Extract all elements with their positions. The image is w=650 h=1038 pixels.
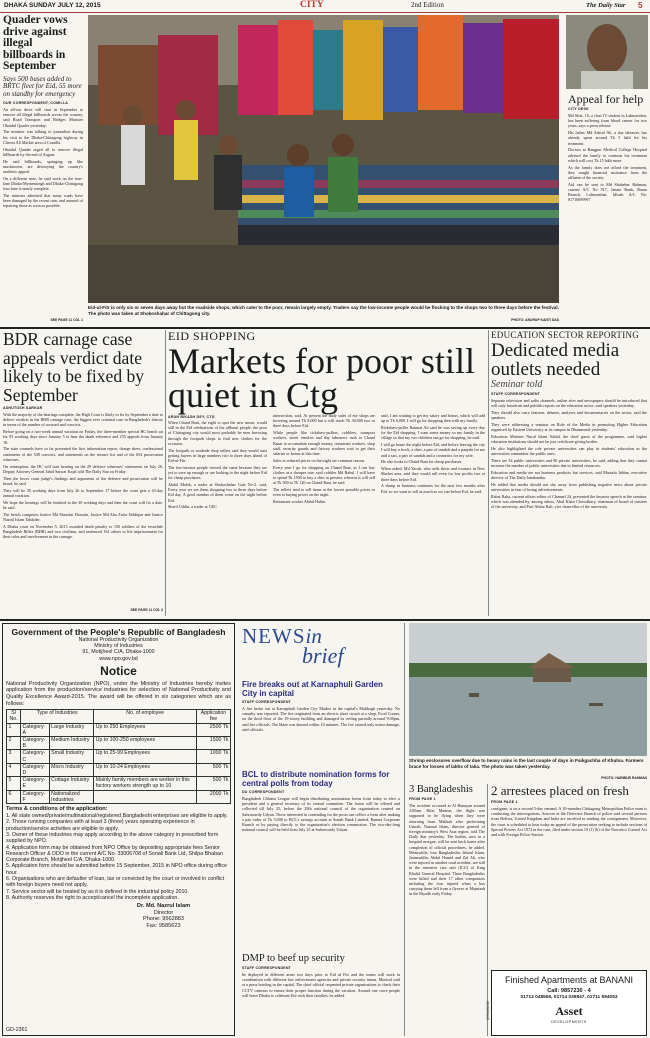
paragraph: Sharif Uddin, a trader at GEC [168, 504, 217, 510]
notice-address: 91, Motijheel C/A, Dhaka-1000 [82, 649, 155, 656]
quader-deck: Says 500 buses added to BRTC fleet for Eid, 55 more on standby for emergency [3, 74, 82, 99]
media-body [491, 398, 647, 510]
table-cell: 3 [7, 750, 21, 763]
brief-label-in: in [305, 624, 322, 648]
table-cell: Up to 10-24 Employees [94, 763, 197, 776]
notice-signature [96, 903, 231, 929]
child-portrait-image [566, 15, 648, 89]
table-cell: Nationalized Industries [49, 790, 94, 803]
ad-title: Finished Apartments at BANANI [504, 975, 634, 985]
brief-byline: DU CORRESPONDENT [242, 790, 285, 794]
brief-text: Bangladesh Chhatra League will begin distributing nomination forms from today to elect a president and a general secretary of its central committee. The forms will be offered and collected till July 25, before the 28th national council of the organisation centred on Suhrawardy Udyan. Those interested in contending for the posts can collect a form after making a pay order of Tk 5,000 to BCL's savings account at Sonali Bank Limited, Ramna Corporate Branch or by paying directly to the organisation's election commission. The two-day-long national council will be held from July 25 at Suhrawardy Udyan. [242, 796, 400, 833]
notice-web[interactable]: www.npo.gov.bd [99, 655, 138, 662]
paragraph: They will be 30 working days from July 26 to September 17 before the court gets a 43-day annual vacation. [3, 487, 163, 498]
arrestees-body: consignee, is on a second 5-day remand. A 10-member Chittagong Metropolitan Police team is conducting the interrogations. Sources at the Detective Branch of police said several persons from Bolivia, United Kingdom and India are involved in sending the consignment. Moreover, the court is scheduled to hear today an appeal of the prosecution seeking to include sections of Special Powers Act 1974 in the case, filed under section 19 (1) (b) of the Narcotics Control Act and with Foreign Police Station. [491, 806, 647, 838]
paragraph: Obaidul Quader urged all to remove illegal billboards by the end of August. [3, 146, 83, 157]
masthead [0, 0, 650, 13]
markets-kicker: EID SHOPPING [168, 330, 256, 343]
term-item: 7. Service sector will be treated by as it is defined in the industrial policy 2010. [6, 888, 189, 895]
paragraph: On a different note, he said work on the four-lane Dhaka-Mymensingh and Dhaka-Chittagong four lane is nearly complete. [3, 175, 83, 192]
brief-text: be deployed in different areas two days prior to Eid ul Fitr and the teams will work in coordination with different law enforcement agencies and private security teams, Monirul said at a press briefing in the capital. The chief official requested private organisations to check their CCTV cameras to ensure their proper function during the vacation. Around one crore people will leave Dhaka to celebrate Eid with their families, he added. [242, 972, 400, 998]
term-item: 3. Owner of these industries may apply according to the above category in prescribed form supplied by NPO. [6, 831, 219, 845]
table-cell: Up to 25-99 Employees [94, 750, 197, 763]
ad-side-code: AXIS/ASD/15 [486, 1000, 490, 1020]
table-cell: 1000 Tk [197, 750, 231, 763]
paragraph: Restaurant worker Abdul Halim [273, 499, 326, 505]
term-item: 4. Application form may be obtained from NPO Office by depositing appropriate fees Senior Research Officer & DDO in the current A/C No. 33006708 of Sonali Bank Ltd, Shilpa Bhaban Corporate Branch, Motijheel C/A, Dhaka-1000. [6, 844, 223, 864]
paragraph: An all-out drive will start in September to remove all illegal billboards across the country, said Road Transport and Bridges Minister Obaidul Quader yesterday. [3, 106, 83, 128]
quader-continued: SEE PAGE 11 COL 1 [50, 318, 83, 322]
table-cell: 500 Tk [197, 763, 231, 776]
paragraph: Education and media are not business products but services, said Mustafa Jabbar, executive director of The Daily Janakantha. [491, 470, 647, 481]
paragraph: Abdul Malek, a trader at Shokoshahar Gate No-2, said, Every year we see them shopping two to three days before Eid day. A good number of them come on the night before Eid. [168, 482, 267, 503]
paragraph: The sellers tend to sell items at the lowest possible prices or even at buying prices on the night. [273, 487, 375, 498]
term-item: 5. Application form should be submitted before 15 September, 2015 in NPO office during office hour. [6, 863, 227, 876]
terms-title: Terms & conditions of the application: [6, 806, 108, 813]
column-divider [404, 623, 405, 1036]
table-cell: Category-D [21, 763, 50, 776]
paragraph: When asked, Md Yacub, who sells shirts and trousers in New Market area, said they would sell even for low profits two to three days before Eid. [381, 466, 485, 482]
table-header-row [7, 710, 231, 723]
paragraph: Rickshaw-puller Rahmat Ali said he was saving up every day for the Eid shopping. I want some money so my family in the village so that my two children can go for shopping, he said. [381, 425, 485, 441]
ad-brand: Asset [555, 1004, 583, 1018]
table-cell: Micro Industry [49, 763, 94, 776]
ad-brand-sub: DEVELOPMENTS [551, 1020, 587, 1024]
table-cell: Large Industry [49, 723, 94, 736]
media-kicker: EDUCATION SECTOR REPORTING [491, 330, 640, 340]
table-row [7, 737, 231, 750]
arrestees-from: FROM PAGE 1 [491, 800, 518, 804]
markets-col2 [273, 413, 375, 616]
term-item: 6. Organisations who are defaulter of loan, tax or convicted by the court or involved in conflict with foreign buyers need not apply. [6, 876, 225, 889]
flood-scene-image [409, 623, 647, 756]
brief-fire [242, 680, 400, 758]
term-item: 8. Authority reserves the right to accept/cancel the incomplete application. [6, 894, 179, 901]
paragraph: As the family does not afford the treatment, they sought financial assistance from the affluent of the society. [568, 164, 647, 181]
table-cell: Medium Industry [49, 737, 94, 750]
paragraph: The state counsels have so far presented the first information report, charge sheet, confessional statements of the 538 convicts, and statements on the seizure list and of the 654 prosecution witnesses. [3, 446, 163, 462]
table-cell: 500 Tk [197, 777, 231, 790]
term-item: 2. Those running companies with at least 3 (three) years operating experience in production/service activities are eligible to apply. [6, 819, 195, 832]
appeal-byline: CITY DESK [568, 107, 589, 111]
masthead-section: CITY [300, 0, 324, 10]
media-headline: Dedicated media outlets needed [491, 340, 620, 380]
flood-photo-credit: PHOTO: HABIBUR RAHMAN [601, 776, 647, 780]
markets-headline: Markets for poor still quiet in Ctg [168, 341, 475, 415]
table-cell: 6 [7, 790, 21, 803]
table-cell: Category-B [21, 737, 50, 750]
table-cell [94, 790, 197, 803]
markets-byline: ARUN BIKASH DEY, CTG [168, 415, 215, 419]
paragraph: intersection, said, At present the daily sales of my shops are hovering around Tk 8,000 but it will reach Tk 30,000 two or three days before Eid. [273, 413, 375, 429]
ad-call: Call: 9857230 - 4 [547, 988, 591, 994]
media-story [491, 330, 647, 616]
arrestees-headline: 2 arrestees placed on fresh [491, 784, 629, 798]
appeal-story [568, 93, 647, 323]
flood-photo-caption: Shrimp enclosures overflow due to heavy rains in the last couple of days in Paikgachha of Khulna. Farmers brace for losses of lakhs of taka. The photo was taken yesterday. [409, 758, 644, 769]
paragraph: A Dhaka court on November 5, 2013 awarded death penalty to 150 soldiers of the erstwhile Bangladesh Rifles (BDR) and two civilians, and sentenced 161 others to life imprisonment for their roles and involvement in the carnage. [3, 523, 163, 540]
paragraph: Rahat Raha, current affairs editor of Channel 24, presented the keynote speech at the seminar, which was attended by, among others, Abul Khair Chowdhury, chairman of board of trustees of the university, and Prof Abdur Rab, vice chancellor of the university. [491, 494, 647, 510]
paragraph: The minister was talking to journalists during his visit to the Dhaka-Chittagong highway in Cheora Ali Market area of Comilla. [3, 129, 83, 145]
masthead-date: DHAKA SUNDAY JULY 12, 2015 [4, 2, 101, 9]
paragraph: He also highlighted the role private universities can play in students' education as the universities outnumber the public ones. [491, 446, 647, 457]
paragraph: Every year I go for shopping on Chand Raat, as I can buy clothes at a cheaper rate, said cobbler Md Babul. I will have to spend Tk 1500 to buy a shirt at present, whereas it will sell at Tk 500 to Tk 120 on Chand Raat, he said. [273, 464, 375, 486]
table-cell: 1 [7, 723, 21, 736]
main-photo-credit: PHOTO: ANURUP KANTI DAS [511, 318, 559, 322]
quader-body [3, 107, 83, 209]
bangladeshis-body: The accident occurred at Al Hunayan around 3:00am. Rifat Mamun, the flight was supposed to be flying when they were returning from Makkah after performing Umrah, Nazmul Islam, director general of foreign ministry's West Asia region, told The Daily Star yesterday. The bodies, now in a hospital morgue, will be sent back home after completion of official procedures, he added. Meanwhile, four Bangladeshis Jahirul Islam, Jasimuddin, Abdul Hamid and Zaf Ali, who were injured in another road accident, are still in the intensive care unit (ICU) of King Khalid General Hospital. Three Bangladeshis were killed and their 17 other compatriots including the four injured when a bus carrying them fell from a flyover at Majmaah in the Riyadh early Friday. [409, 803, 485, 897]
notice-org: National Productivity Organization [78, 637, 159, 643]
signer-name: Dr. Md. Nazrul Islam [136, 903, 191, 910]
ad-phones: 01713 048556, 01714 039847, 01711 594053 [520, 995, 618, 1000]
paragraph: The bench comprises Justice Md Shawkat Hossain, Justice Md Abu Zafor Siddique and Justice Nazrul Islam Talukder. [3, 511, 163, 522]
column-divider [165, 330, 166, 616]
paragraph: With the majority of the hearings complete, the High Court is likely to fix by September a date to deliver verdicts in the BDR carnage case, the biggest ever criminal case in Bangladesh's history in terms of the number of accused and convicts. [3, 412, 163, 428]
brief-dmp [242, 953, 400, 1035]
paragraph: He added that media should not shy away from publishing negative news about private universities in fear of losing advertisements. [491, 482, 647, 493]
section-divider [0, 327, 650, 329]
table-cell: Category-C [21, 750, 50, 763]
table-cell: Cottage Industry [49, 777, 94, 790]
paragraph: The low-income people viewed the same because they are yet to save up enough or are looking to the night before Eid for cheap purchases. [168, 464, 267, 481]
paragraph: He said billboards, springing up like mushrooms, are destroying the country's aesthetic appeal. [3, 158, 83, 174]
table-cell: Category-A [21, 723, 50, 736]
main-photo [88, 15, 559, 303]
table-cell: 5 [7, 777, 21, 790]
paragraph: A slump in business continues for the next few months after Eid, so we want to sell as much as we can before Eid, he said. [381, 483, 485, 494]
table-header: Application fee [197, 710, 231, 723]
quader-story [3, 15, 83, 323]
brief-byline: STAFF CORRESPONDENT [242, 966, 292, 970]
page-number: 5 [638, 1, 643, 10]
brief-headline: Fire breaks out at Karnaphuli Garden City in capital [242, 680, 383, 698]
npo-notice [2, 623, 235, 1036]
paragraph: We hope the hearings will be finished in the 30 working days and then the court will fix a date, he said. [3, 499, 163, 510]
arrestees-story [491, 784, 647, 896]
paragraph: On resumption, the HC will start hearing on the 29 defence witnesses' statements on July 26, Deputy Attorney General Jahid Sarwar Kajal told The Daily Star on Friday. [3, 463, 163, 474]
table-row [7, 790, 231, 803]
bdr-headline: BDR carnage case appeals verdict date likely to be fixed by September [3, 330, 144, 405]
paragraph: There are 34 public universities and 80 private universities, he said, adding that they cannot increase the number of public universities due to limited resources. [491, 458, 647, 469]
brief-label-news: NEWS [242, 624, 306, 648]
category-table [6, 709, 231, 804]
table-cell: Mainly family members are worker in this factory workers strength up to 10 [94, 777, 197, 790]
table-cell: 2000 Tk [197, 790, 231, 803]
table-cell: Category-E [21, 777, 50, 790]
banani-ad[interactable] [491, 970, 647, 1036]
masthead-edition: 2nd Edition [411, 1, 444, 9]
paragraph: They were addressing a seminar on Role of the Media in promoting Higher Education organised by Eastern University at its campus in Dhanmondi yesterday. [491, 422, 647, 433]
bangladeshis-headline: 3 Bangladeshis [409, 784, 473, 795]
table-row [7, 750, 231, 763]
paragraph: Separate television and radio channels, online sites and newspapers should be introduced that will only broadcast and publish reports on the education sector, said speakers yesterday. [491, 398, 647, 409]
appeal-headline: Appeal for help [568, 93, 644, 106]
paragraph: Doctors at Rangpur Medical College Hospital advised the family to continue his treatment which will cost Tk 15 lakh more. [568, 147, 647, 163]
bangladeshis-story [409, 784, 485, 1036]
bdr-byline: ASHUTOSH SARKAR [3, 406, 43, 410]
table-cell: 1500 Tk [197, 737, 231, 750]
table-row [7, 763, 231, 776]
masthead-paper: The Daily Star [586, 2, 626, 9]
brief-byline: STAFF CORRESPONDENT [242, 700, 292, 704]
table-header: Type of Industries [21, 710, 94, 723]
paragraph: While people like rickshaw-pullers, cobblers, transport workers, street vendors and day labourers rush to Chand Bazar to accumulate enough money, restaurant workers, shop staff, security guards and factory workers wait to get their salaries or bonus at this time. [273, 430, 375, 457]
section-divider [0, 619, 650, 621]
brief-headline: DMP to beef up security [242, 953, 345, 964]
table-cell: 2500 Tk [197, 723, 231, 736]
term-item: 1. All state owned/private/multinational/registered Bangladeshi enterprises are eligible to apply. [6, 813, 228, 820]
ad-brand-logo [492, 1002, 646, 1024]
bangladeshis-from: FROM PAGE 1 [409, 797, 436, 801]
table-header: Sl No. [7, 710, 21, 723]
flood-photo [409, 623, 647, 756]
paragraph: Aid can be sent to Md Shahebar Rahman, current A/C No 917, Janata Bank, Baura Branch, Lalmonirhat. bKash A/C No: 01716699997 [568, 181, 647, 203]
paragraph: The minister admitted that many roads have been damaged by the recent rain, and assured of repairing those as soon as possible. [3, 192, 83, 209]
paragraph: Then the lower court judge's findings and arguments of the defence and prosecution will be heard, he said. [3, 475, 163, 486]
bdr-story [3, 330, 163, 612]
quader-byline: OUR CORRESPONDENT, COMILLA [3, 100, 69, 105]
bdr-continued: SEE PAGE 11 COL 2 [130, 608, 163, 612]
media-byline: STAFF CORRESPONDENT [491, 392, 541, 396]
paragraph: Education Minister Nurul Islam Nahid, the chief guest of the programme, said higher education institutions should not be just certificate-giving bodies. [491, 434, 647, 445]
table-cell: 4 [7, 763, 21, 776]
news-in-brief-header [242, 624, 402, 676]
media-deck: Seminar told [491, 379, 543, 390]
notice-gov: Government of the People's Republic of Bangladesh [11, 627, 226, 637]
bdr-body [3, 412, 163, 539]
terms-list [6, 813, 231, 901]
table-row [7, 723, 231, 736]
paragraph: I will go home the night before Eid, and before leaving the city I will buy a frock, a shirt, a pair of sandals and a panjabi for me and a sari, a pair of sandals and a cosmetics for my wife. [381, 442, 485, 458]
quader-headline: Quader vows drive against illegal billboards in September [3, 15, 68, 72]
brief-text: A fire broke out at Karnaphuli Garden City Market in the capital's Malibagh yesterday. No casualty was reported. The fire originated from an electric short circuit at a shop, Food Corner, on the third floor of the 19-storey building and damaged its ceiling partially around 9:00pm, said fire officials. The blaze was doused within 10 minutes. The fire caused only minor damage, said officials. [242, 706, 400, 732]
markets-col3 [381, 413, 485, 616]
notice-code: GD-2361 [6, 1027, 28, 1033]
main-photo-caption: Eid-ul-Fitr is only six or seven days away but the roadside shops, which cater to the poor, remain largely empty. Traders say the low-income people would be flocking to the shops two to three days before the festival. The photo was taken at Shokoshahar of Chittagong city. [88, 305, 559, 316]
table-header: No. of employee [94, 710, 197, 723]
paragraph: His father Md Ashraf Ali, a day labourer, has already spent around Tk 5 lakh for his treatment. [568, 130, 647, 146]
table-cell: Small Industry [49, 750, 94, 763]
notice-intro: National Productivity Organization (NPO), under the Ministry of Industries hereby invites application from the production/service industries for selection of National Productivity and Quality Excellence Award-2015. The award will be offered in six categories which are as follows: [6, 680, 231, 707]
table-cell: Up to 250 Employees [94, 723, 197, 736]
brief-headline: BCL to distribute nomination forms for central polls from today [242, 770, 390, 788]
paragraph: He also looks to Chand Raat for cheap purchases. [381, 459, 463, 465]
appeal-body [568, 113, 647, 203]
brief-label-brief: brief [302, 643, 344, 668]
paragraph: Md Sifat, 10, a class IV student in Lalmonirhat, has been suffering from blood cancer for two years, says a press release. [568, 113, 647, 129]
markets-col1 [168, 420, 267, 616]
table-cell: 2 [7, 737, 21, 750]
table-cell: Up to 100-250 employees [94, 737, 197, 750]
paragraph: Sales at reduced prices on the night are common reason. [273, 457, 366, 463]
table-cell: Category-F [21, 790, 50, 803]
signer-fax: Fax: 9585623 [146, 922, 181, 929]
table-row [7, 777, 231, 790]
notice-title: Notice [100, 663, 137, 678]
market-scene-image [88, 15, 559, 303]
paragraph: said, I am waiting to get my salary and bonus, which will add up to Tk 6,000. I will go for shopping then with my family. [381, 413, 485, 424]
notice-ministry: Ministry of Industries [94, 643, 143, 650]
appeal-portrait [566, 15, 648, 89]
column-divider [488, 330, 489, 616]
signer-phone: Phone: 9562883 [142, 916, 185, 923]
paragraph: They should also carry features, debates, analyses and documentaries on the sector, said the speakers. [491, 410, 647, 421]
brief-bcl [242, 770, 400, 906]
paragraph: Before going on a two-week annual vacation on Friday, the three-member special HC bench sat for 93 working days since January 5 to hear the death reference and 255 appeals from January 18. [3, 429, 163, 445]
paragraph: The footpath or roadside shop sellers said they would start getting buyers in large numbers two to three days ahead of Eid-ul-Fitr. [168, 447, 267, 464]
paragraph: When Chand Bani, the eight to spot the new moon, would still in the Eid celebrations of the affluent people, the poor of Chittagong city would most probably be seen browsing through the footpath shops to find new clothes for the occasion. [168, 420, 267, 446]
signer-title: Director [153, 909, 174, 916]
